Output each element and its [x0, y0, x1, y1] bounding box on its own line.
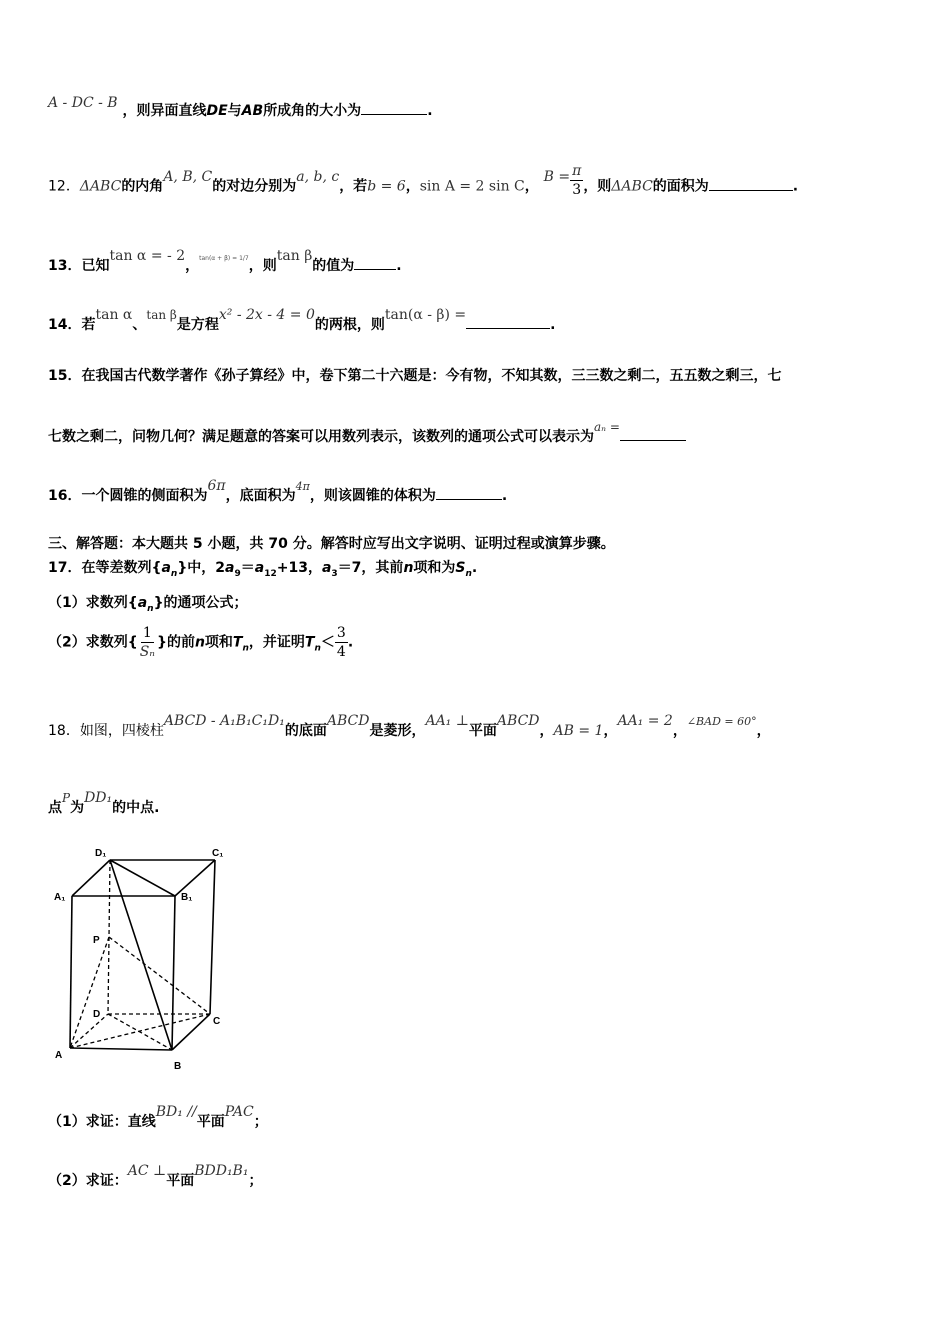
- edge-pc-hidden: [109, 937, 210, 1014]
- edge-ab: [70, 1048, 172, 1050]
- answer-blank: [466, 316, 550, 329]
- edge-b1c1: [175, 860, 215, 896]
- edge-pa-hidden: [70, 937, 109, 1048]
- label-a1: A₁: [54, 892, 66, 903]
- question-18-part-1: （1）求证：直线BD₁ //平面PAC；: [48, 1104, 268, 1130]
- edge-a1a: [70, 896, 72, 1048]
- answer-blank: [361, 102, 427, 115]
- answer-blank: [354, 257, 396, 270]
- fraction-3-over-4: $\frac{3}{4}$: [336, 625, 346, 660]
- label-a: A: [55, 1050, 63, 1061]
- edge-d1a1: [72, 860, 110, 896]
- label-d: D: [93, 1009, 101, 1020]
- label-c: C: [213, 1016, 221, 1027]
- question-18: 18．如图，四棱柱ABCD - A₁B₁C₁D₁的底面ABCD是菱形，AA₁ ⊥平面ABCD，AB = 1，AA₁ = 2，$^{\angle BAD = 60^\circ}$，: [48, 713, 771, 739]
- label-b1: B₁: [181, 892, 193, 903]
- question-12: 12．ΔABC的内角A, B, C的对边分别为a, b, c，若b = 6，sin A = 2 sin C， B = $\frac{\pi}{3}$ ，则ΔABC的面积为 .: [48, 163, 799, 198]
- answer-blank: [620, 428, 686, 441]
- answer-blank: [436, 487, 502, 500]
- question-13: 13．已知tan α = - 2，$^{tan(\alpha + \beta) = 1/7}$，则tan β的值为 .: [48, 248, 402, 274]
- question-18-part-2: （2）求证：AC ⊥平面BDD₁B₁；: [48, 1163, 263, 1189]
- prism-figure: [50, 842, 250, 1077]
- label-p: P: [93, 935, 100, 946]
- fraction-1-over-Sn: $\frac{1}{\text{Sₙ}}$: [139, 625, 155, 660]
- edge-ac-hidden: [70, 1014, 210, 1048]
- question-17-part-1: （1）求数列$\{a_n\}$的通项公式；: [48, 595, 248, 614]
- q11-tail: A - DC - B ，则异面直线DE与AB所成角的大小为 .: [48, 95, 433, 119]
- question-17-part-2: （2）求数列{ $\frac{1}{\text{Sₙ}}$ }的前n项和$T_n$，并证明$T_n<$ $\frac{3}{4}$ .: [48, 625, 354, 660]
- section-3-heading: 三、解答题：本大题共 5 小题，共 70 分。解答时应写出文字说明、证明过程或演算步骤。: [48, 536, 615, 552]
- question-16: 16．一个圆锥的侧面积为6π，底面积为$^{4\pi}$，则该圆锥的体积为 .: [48, 478, 508, 504]
- label-c1: C₁: [212, 848, 224, 859]
- edge-bc: [172, 1014, 210, 1050]
- label-b: B: [174, 1061, 182, 1072]
- q11-math: A - DC - B: [48, 95, 118, 111]
- question-17: 17．在等差数列$\{a_n\}$中，$2a_9=a_{12}+13$，$a_3=7$，其前n项和为$S_n$.: [48, 560, 478, 579]
- fraction-pi-3: $\frac{\pi}{3}$: [572, 163, 582, 198]
- answer-blank: [709, 178, 793, 191]
- question-14: 14．若tan α、tan β是方程x² - 2x - 4 = 0的两根，则tan(α - β) =.: [48, 307, 556, 333]
- edge-c1c: [210, 860, 215, 1014]
- question-18-line-2: 点P为DD₁的中点.: [48, 790, 160, 816]
- question-15-line-1: 15．在我国古代数学著作《孙子算经》中，卷下第二十六题是：今有物，不知其数，三三数之剩二，五五数之剩三，七: [48, 368, 782, 384]
- edge-b1b: [172, 896, 175, 1050]
- question-15-line-2: 七数之剩二，问物几何？满足题意的答案可以用数列表示，该数列的通项公式可以表示为aₙ =: [48, 426, 686, 446]
- label-d1: D₁: [95, 848, 107, 859]
